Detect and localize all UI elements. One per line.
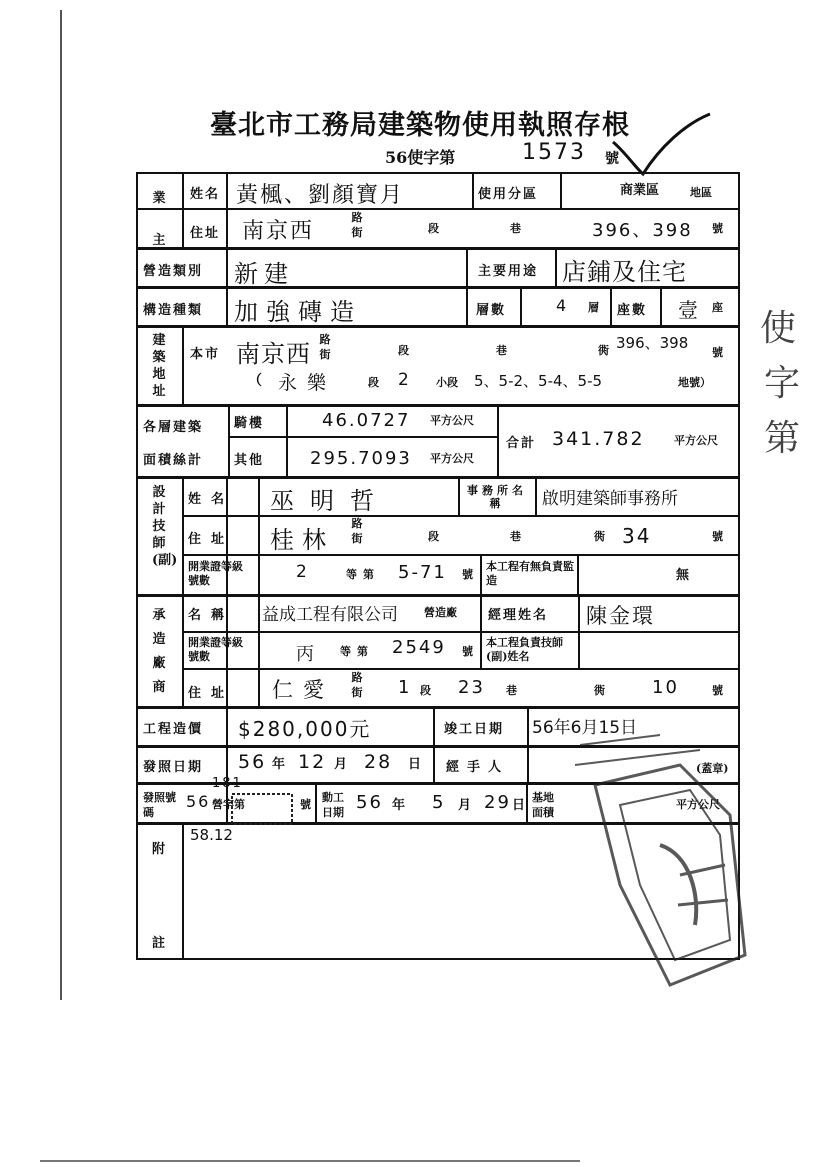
build-type-value: 新建 <box>234 260 294 288</box>
contractor-label: 承造廠商 <box>152 608 166 695</box>
lot-numbers: 5、5-2、5-4、5-5 <box>474 372 603 390</box>
cost-label: 工程造價 <box>143 722 204 737</box>
total-unit: 平方公尺 <box>674 434 718 447</box>
main-use-label: 主要用途 <box>478 264 539 279</box>
contractor-name-label: 名稱 <box>188 608 235 623</box>
contractor-hao: 號 <box>712 684 723 697</box>
manager-value: 陳金環 <box>586 604 655 628</box>
issue-day: 28 <box>364 751 393 773</box>
others-unit: 平方公尺 <box>430 452 474 465</box>
contractor-road: 仁愛 <box>272 678 334 702</box>
owner-name-value: 黃楓、劉顏寶月 <box>236 183 405 208</box>
contractor-license-no: 2549 <box>392 637 446 658</box>
blocks-label: 座數 <box>617 303 648 318</box>
designer-address-label: 住址 <box>188 532 235 547</box>
contractor-license-hao: 號 <box>462 645 473 658</box>
designer-xiang: 巷 <box>510 530 521 543</box>
site-hao: 號 <box>712 346 723 359</box>
designer-road: 桂林 <box>270 526 334 554</box>
designer-number: 34 <box>622 524 652 548</box>
completion-label: 竣工日期 <box>444 722 505 737</box>
owner-road-suffix: 路街 <box>351 211 363 239</box>
handler-label: 經手人 <box>446 760 510 775</box>
start-ri: 日 <box>512 798 526 813</box>
office-label: 事務所名稱 <box>467 484 527 510</box>
contractor-license-mid: 等第 <box>340 645 374 658</box>
permit-no-label: 發照號碼 <box>143 791 176 819</box>
engineer-label: 本工程負責技師(副)姓名 <box>486 636 563 663</box>
issue-month: 12 <box>298 751 327 773</box>
owner-lane-no: 396、398 <box>592 220 693 241</box>
lot-area: 永樂 <box>278 372 337 394</box>
designer-name-value: 巫明哲 <box>270 487 390 515</box>
contractor-xiang-no: 23 <box>458 677 485 698</box>
lot-open: （ <box>248 373 262 389</box>
contractor-name-suffix: 營造廠 <box>424 606 457 619</box>
site-road: 南京西 <box>236 340 311 368</box>
zone-value: 商業區 <box>620 183 660 198</box>
building-permit-no: 181 <box>212 776 243 791</box>
floors-value: 4 <box>556 296 569 315</box>
lot-duan: 段 <box>368 376 379 389</box>
site-xiang: 巷 <box>496 344 507 357</box>
start-month: 5 <box>432 792 446 813</box>
designer-license-mid: 等第 <box>346 568 380 581</box>
site-number: 396、398 <box>616 334 689 352</box>
edge-char-3: 第 <box>764 418 801 459</box>
issue-ri: 日 <box>408 757 422 772</box>
arcade-label: 騎樓 <box>234 416 265 431</box>
notes-label-bottom: 註 <box>152 936 168 951</box>
designer-license-grade: 2 <box>296 562 309 582</box>
designer-hao: 號 <box>712 530 723 543</box>
building-permit-mid: 營字第 <box>212 798 245 811</box>
start-day: 29 <box>484 792 511 813</box>
owner-hao: 號 <box>712 222 723 235</box>
lot-close: 地號） <box>678 376 711 389</box>
start-date-label: 動工日期 <box>322 791 344 819</box>
issue-date-label: 發照日期 <box>143 760 204 775</box>
issue-year: 56 <box>238 751 267 773</box>
owner-name-label: 姓名 <box>190 187 221 202</box>
permit-number-stamp <box>228 790 298 830</box>
owner-duan: 段 <box>428 222 439 235</box>
contractor-license-grade: 丙 <box>296 644 316 665</box>
designer-license-label: 開業證等級號數 <box>188 560 243 587</box>
supervise-value: 無 <box>676 568 690 583</box>
owner-address-road: 南京西 <box>242 219 315 244</box>
page-edge-bottom-line <box>40 1160 580 1162</box>
contractor-seal-stamp <box>560 705 760 995</box>
permit-number: 1573 <box>522 140 586 165</box>
supervise-label: 本工程有無負責監造 <box>486 560 574 587</box>
contractor-jie: 衖 <box>594 684 605 697</box>
designer-license-no: 5-71 <box>398 562 447 583</box>
site-city: 本市 <box>190 347 221 362</box>
contractor-address-label: 住址 <box>188 686 235 701</box>
permit-prefix: 56使字第 <box>385 148 456 167</box>
site-label: 建築地址 <box>152 333 166 399</box>
others-value: 295.7093 <box>310 448 412 469</box>
total-label: 合計 <box>506 436 537 451</box>
notes-value: 58.12 <box>190 826 233 844</box>
arcade-value: 46.0727 <box>322 410 411 431</box>
designer-road-suffix: 路街 <box>351 517 363 545</box>
edge-char-2: 字 <box>764 363 801 404</box>
permit-suffix: 號 <box>605 151 619 167</box>
contractor-number: 10 <box>652 677 679 698</box>
document-title: 臺北市工務局建築物使用執照存根 <box>210 110 630 141</box>
structure-value: 加強磚造 <box>234 298 362 326</box>
floors-label: 層數 <box>476 303 507 318</box>
issue-nian: 年 <box>272 757 286 772</box>
blocks-unit: 座 <box>712 301 723 314</box>
start-yue: 月 <box>458 798 472 813</box>
contractor-duan: 段 <box>420 684 431 697</box>
zone-label: 使用分區 <box>478 187 539 202</box>
base-area-label: 基地面積 <box>532 791 554 819</box>
base-area-unit: 平方公尺 <box>676 798 720 811</box>
start-nian: 年 <box>392 798 406 813</box>
arcade-unit: 平方公尺 <box>430 414 474 427</box>
blocks-value: 壹 <box>678 298 700 322</box>
structure-label: 構造種類 <box>143 303 204 318</box>
site-duan: 段 <box>398 344 409 357</box>
site-road-suffix: 路街 <box>319 333 331 361</box>
contractor-road-suffix: 路街 <box>351 671 363 699</box>
designer-label: 設計技師(副) <box>152 485 178 568</box>
contractor-name-value: 益成工程有限公司 <box>262 605 398 625</box>
lot-subsection-no: 2 <box>398 370 411 390</box>
floors-unit: 層 <box>588 301 599 314</box>
contractor-license-label: 開業證等級號數 <box>188 636 243 663</box>
designer-jie: 衖 <box>594 530 605 543</box>
notes-label-top: 附 <box>152 842 168 857</box>
main-use-value: 店鋪及住宅 <box>562 258 687 286</box>
office-value: 啟明建築師事務所 <box>542 489 678 509</box>
build-type-label: 營造類別 <box>143 264 204 279</box>
owner-section-label: 業主 <box>152 191 166 248</box>
page-edge-left-line <box>60 10 62 1000</box>
designer-name-label: 姓名 <box>188 492 235 507</box>
designer-license-hao: 號 <box>462 568 473 581</box>
start-year: 56 <box>356 792 383 813</box>
building-permit-prefix: 56 <box>186 792 211 811</box>
area-label-top: 各層建築 <box>143 420 204 435</box>
issue-yue: 月 <box>334 757 348 772</box>
cost-value: $280,000元 <box>238 717 372 741</box>
manager-label: 經理姓名 <box>488 608 549 623</box>
contractor-duan-no: 1 <box>398 677 412 698</box>
owner-xiang: 巷 <box>510 222 521 235</box>
others-label: 其他 <box>234 453 265 468</box>
edge-char-1: 使 <box>760 308 797 349</box>
designer-duan: 段 <box>428 530 439 543</box>
total-value: 341.782 <box>552 428 645 450</box>
owner-address-label: 住址 <box>190 226 221 241</box>
completion-value: 56年6月15日 <box>532 718 638 738</box>
lot-subsection: 小段 <box>436 376 458 389</box>
zone-suffix: 地區 <box>690 186 712 199</box>
contractor-xiang: 巷 <box>506 684 517 697</box>
building-permit-hao: 號 <box>300 798 311 811</box>
site-jie: 衖 <box>598 344 609 357</box>
handler-seal: (蓋章) <box>696 762 729 775</box>
area-label-bottom: 面積絲計 <box>143 453 204 468</box>
